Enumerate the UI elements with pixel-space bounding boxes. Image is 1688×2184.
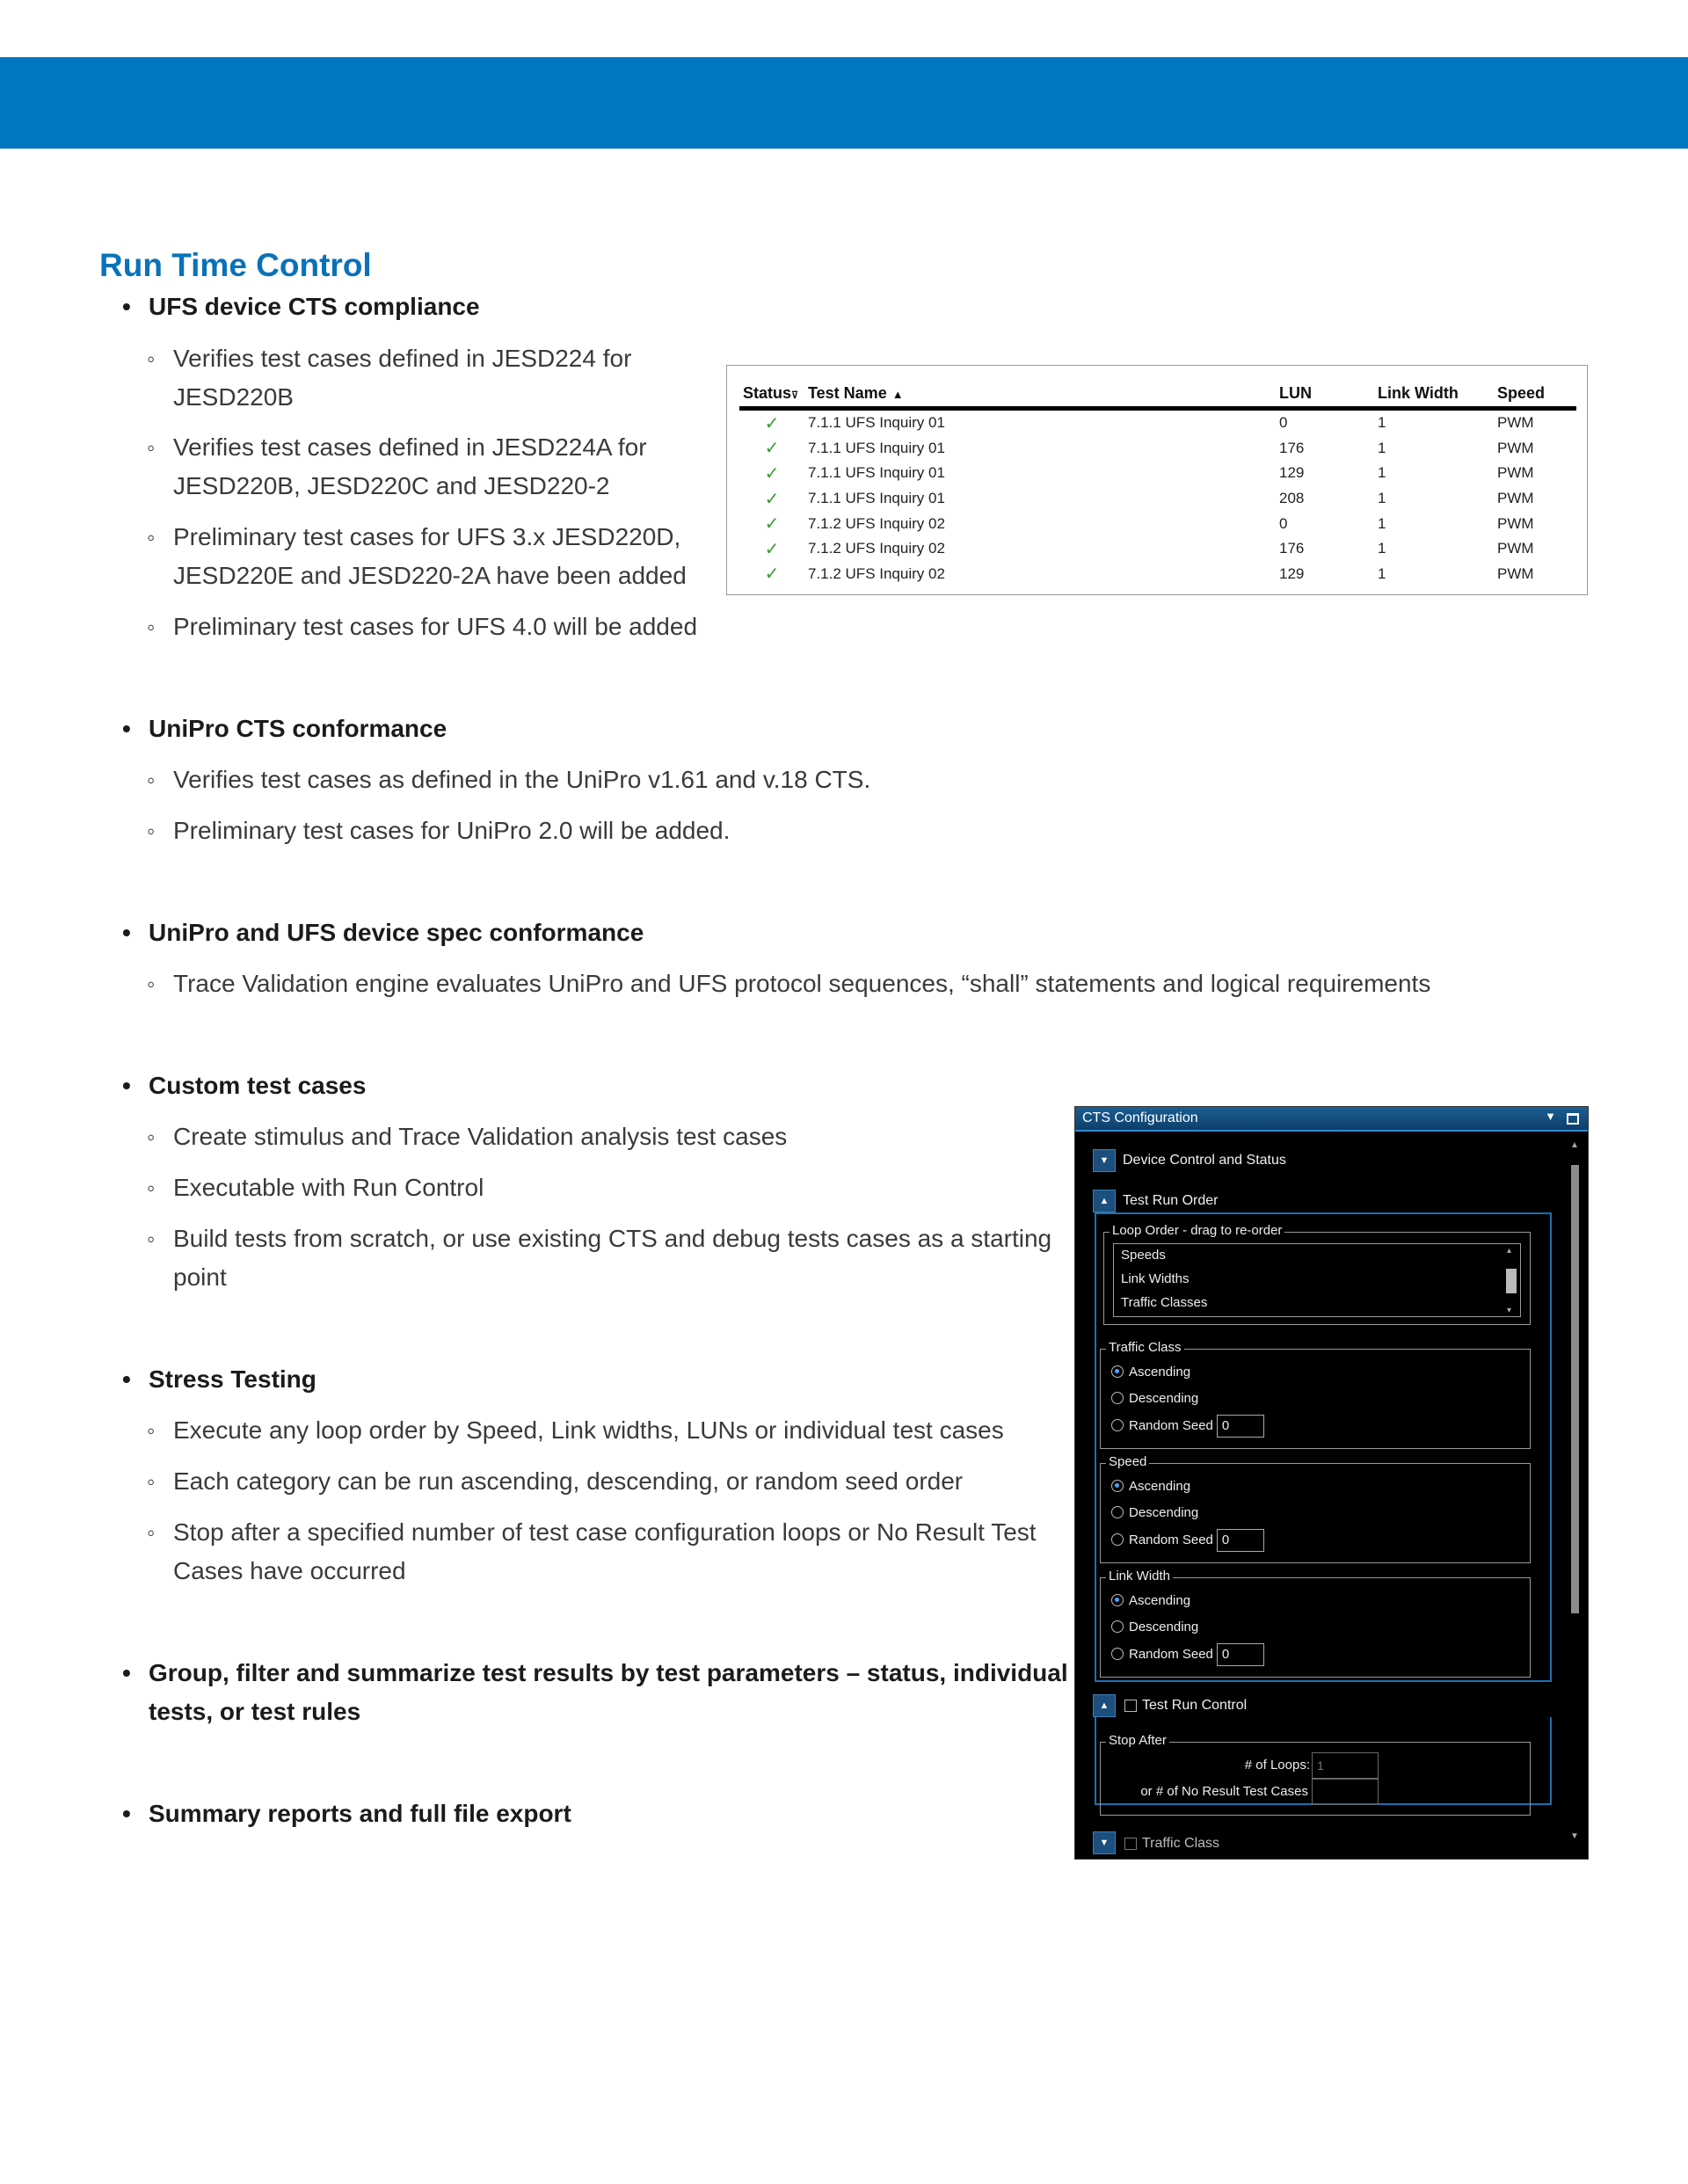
bullet-item: ◦ Create stimulus and Trace Validation analysis test cases <box>173 1117 787 1156</box>
status-check-icon: ✓ <box>764 439 780 459</box>
bullet-item: ◦ Preliminary test cases for UFS 3.x JESD220D, JESD220E and JESD220-2A have been added <box>173 518 687 595</box>
speed-cell: PWM <box>1497 490 1534 507</box>
column-header-speed[interactable]: Speed <box>1494 380 1576 409</box>
panel-title: CTS Configuration <box>1082 1110 1198 1125</box>
speed-cell: PWM <box>1497 439 1534 456</box>
bullet-item: ◦ Each category can be run ascending, descending, or random seed order <box>173 1462 963 1501</box>
lun-cell: 129 <box>1279 464 1305 482</box>
collapse-chevron-up-icon[interactable]: ▲ <box>1093 1190 1116 1212</box>
link-width-cell: 1 <box>1378 439 1386 456</box>
traffic-class-label: Traffic Class <box>1106 1340 1184 1355</box>
scroll-up-icon[interactable]: ▲ <box>1570 1140 1579 1150</box>
lun-cell: 176 <box>1279 439 1305 456</box>
expand-chevron-down-icon[interactable]: ▼ <box>1093 1831 1116 1854</box>
checkbox-icon[interactable] <box>1124 1838 1137 1850</box>
section-heading-group-filter: • Group, filter and summarize test results by test parameters – status, individual tests, or test rules <box>149 1654 1068 1731</box>
radio-icon[interactable] <box>1111 1419 1124 1431</box>
table-header-row <box>739 380 1576 409</box>
test-run-control-checkbox[interactable]: Test Run Control <box>1124 1698 1247 1714</box>
stop-after-label: Stop After <box>1106 1733 1169 1748</box>
bullet-item: ◦ Verifies test cases defined in JESD224A for JESD220B, JESD220C and JESD220-2 <box>173 428 647 506</box>
section-heading-ufs-cts: • UFS device CTS compliance <box>149 288 480 326</box>
link-width-cell: 1 <box>1378 514 1386 532</box>
list-item[interactable]: Speeds <box>1121 1248 1166 1263</box>
traffic-class-ascending-radio[interactable]: Ascending <box>1111 1363 1190 1382</box>
panel-titlebar <box>1075 1107 1588 1132</box>
link-width-label: Link Width <box>1106 1569 1173 1583</box>
loop-order-group <box>1103 1223 1531 1325</box>
scroll-down-icon[interactable]: ▾ <box>1507 1306 1512 1315</box>
radio-selected-icon[interactable] <box>1111 1480 1124 1492</box>
speed-seed-input[interactable]: 0 <box>1217 1529 1264 1552</box>
test-name-cell: 7.1.2 UFS Inquiry 02 <box>808 514 945 532</box>
lun-cell: 0 <box>1279 514 1288 532</box>
no-result-label: or # of No Result Test Cases <box>1140 1784 1308 1799</box>
loops-label: # of Loops: <box>1244 1758 1310 1773</box>
radio-icon[interactable] <box>1111 1533 1124 1546</box>
speed-cell: PWM <box>1497 514 1534 532</box>
list-item[interactable]: Link Widths <box>1121 1271 1190 1286</box>
speed-random-seed-radio[interactable]: Random Seed 0 <box>1111 1529 1264 1548</box>
traffic-class-descending-radio[interactable]: Descending <box>1111 1389 1198 1409</box>
no-result-input[interactable] <box>1312 1779 1379 1805</box>
status-check-icon: ✓ <box>764 564 780 585</box>
checkbox-icon[interactable] <box>1124 1700 1137 1712</box>
test-name-cell: 7.1.1 UFS Inquiry 01 <box>808 464 945 482</box>
bullet-item: ◦ Trace Validation engine evaluates UniPro and UFS protocol sequences, “shall” statements and logical requirements <box>173 965 1430 1003</box>
traffic-class-seed-input[interactable]: 0 <box>1217 1415 1264 1438</box>
radio-icon[interactable] <box>1111 1648 1124 1660</box>
link-width-seed-input[interactable]: 0 <box>1217 1643 1264 1666</box>
bullet-item: ◦ Build tests from scratch, or use existing CTS and debug tests cases as a starting point <box>173 1219 1051 1297</box>
loop-order-label: Loop Order - drag to re-order <box>1110 1223 1284 1238</box>
radio-selected-icon[interactable] <box>1111 1365 1124 1378</box>
scroll-down-icon[interactable]: ▼ <box>1570 1831 1579 1841</box>
section-heading-summary-reports: • Summary reports and full file export <box>149 1795 571 1833</box>
link-width-random-seed-radio[interactable]: Random Seed 0 <box>1111 1643 1264 1663</box>
header-banner <box>0 57 1688 149</box>
link-width-cell: 1 <box>1378 564 1386 582</box>
table-row[interactable] <box>739 486 1576 512</box>
link-width-cell: 1 <box>1378 540 1386 557</box>
speed-cell: PWM <box>1497 414 1534 432</box>
lun-cell: 0 <box>1279 414 1288 432</box>
traffic-class-group <box>1100 1340 1531 1449</box>
lun-cell: 176 <box>1279 540 1305 557</box>
lun-cell: 208 <box>1279 490 1305 507</box>
link-width-cell: 1 <box>1378 464 1386 482</box>
table-row[interactable] <box>739 511 1576 536</box>
expand-chevron-down-icon[interactable]: ▼ <box>1093 1149 1116 1172</box>
column-header-link-width[interactable]: Link Width <box>1374 380 1494 409</box>
section-heading-custom-tests: • Custom test cases <box>149 1067 366 1105</box>
section-heading-spec-conformance: • UniPro and UFS device spec conformance <box>149 914 644 952</box>
section-heading-unipro-cts: • UniPro CTS conformance <box>149 710 447 748</box>
bullet-item: ◦ Verifies test cases as defined in the UniPro v1.61 and v.18 CTS. <box>173 761 870 799</box>
collapse-chevron-up-icon[interactable]: ▲ <box>1093 1694 1116 1717</box>
traffic-class-checkbox[interactable]: Traffic Class <box>1124 1836 1219 1852</box>
table-row[interactable] <box>739 562 1576 587</box>
lun-cell: 129 <box>1279 564 1305 582</box>
table-row[interactable] <box>739 461 1576 486</box>
column-header-lun[interactable]: LUN <box>1276 380 1374 409</box>
test-name-cell: 7.1.1 UFS Inquiry 01 <box>808 490 945 507</box>
speed-cell: PWM <box>1497 564 1534 582</box>
test-results-table <box>726 365 1588 595</box>
page-title: Run Time Control <box>99 247 372 283</box>
status-check-icon: ✓ <box>764 413 780 433</box>
test-run-order-label: Test Run Order <box>1123 1193 1219 1208</box>
sort-ascending-icon: ▲ <box>891 387 904 401</box>
bullet-item: ◦ Executable with Run Control <box>173 1168 484 1207</box>
bullet-item: ◦ Verifies test cases defined in JESD224 for JESD220B <box>173 339 631 417</box>
link-width-group <box>1100 1569 1531 1678</box>
column-header-test-name[interactable]: Test Name ▲ <box>804 380 1276 409</box>
radio-icon[interactable] <box>1111 1392 1124 1404</box>
radio-icon[interactable] <box>1111 1506 1124 1518</box>
link-width-cell: 1 <box>1378 490 1386 507</box>
section-heading-stress-testing: • Stress Testing <box>149 1360 316 1399</box>
link-width-ascending-radio[interactable]: Ascending <box>1111 1591 1190 1611</box>
scroll-thumb[interactable] <box>1506 1269 1517 1293</box>
scroll-thumb[interactable] <box>1571 1165 1579 1613</box>
test-name-cell: 7.1.1 UFS Inquiry 01 <box>808 439 945 456</box>
table-row[interactable] <box>739 436 1576 462</box>
traffic-class-random-seed-radio[interactable]: Random Seed 0 <box>1111 1415 1264 1434</box>
bullet-item: ◦ Preliminary test cases for UniPro 2.0 will be added. <box>173 812 730 850</box>
list-scrollbar[interactable] <box>1506 1246 1517 1317</box>
cts-configuration-panel <box>1074 1106 1589 1860</box>
test-name-cell: 7.1.2 UFS Inquiry 02 <box>808 564 945 582</box>
status-check-icon: ✓ <box>764 514 780 535</box>
maximize-icon[interactable] <box>1567 1113 1579 1125</box>
speed-ascending-radio[interactable]: Ascending <box>1111 1477 1190 1496</box>
panel-scrollbar[interactable] <box>1568 1140 1581 1841</box>
dropdown-arrow-icon[interactable]: ▼ <box>1545 1110 1556 1123</box>
status-check-icon: ✓ <box>764 463 780 484</box>
device-control-label: Device Control and Status <box>1123 1153 1286 1168</box>
speed-descending-radio[interactable]: Descending <box>1111 1503 1198 1523</box>
bullet-item: ◦ Preliminary test cases for UFS 4.0 will be added <box>173 608 697 646</box>
filter-icon[interactable]: ⊽ <box>791 389 799 401</box>
speed-cell: PWM <box>1497 464 1534 482</box>
loop-order-list[interactable] <box>1113 1243 1521 1317</box>
test-name-cell: 7.1.1 UFS Inquiry 01 <box>808 414 945 432</box>
status-check-icon: ✓ <box>764 539 780 559</box>
bullet-item: ◦ Execute any loop order by Speed, Link widths, LUNs or individual test cases <box>173 1411 1004 1450</box>
table-row[interactable] <box>739 536 1576 562</box>
speed-group <box>1100 1454 1531 1563</box>
table-row[interactable] <box>739 409 1576 436</box>
column-header-status[interactable]: Status⊽ <box>739 380 804 409</box>
link-width-descending-radio[interactable]: Descending <box>1111 1618 1198 1637</box>
link-width-cell: 1 <box>1378 414 1386 432</box>
radio-icon[interactable] <box>1111 1620 1124 1633</box>
test-name-cell: 7.1.2 UFS Inquiry 02 <box>808 540 945 557</box>
stop-after-group <box>1100 1733 1531 1816</box>
status-check-icon: ✓ <box>764 489 780 509</box>
loops-input[interactable]: 1 <box>1312 1752 1379 1779</box>
speed-cell: PWM <box>1497 540 1534 557</box>
list-item[interactable]: Traffic Classes <box>1121 1295 1208 1310</box>
scroll-up-icon[interactable]: ▴ <box>1507 1246 1512 1256</box>
speed-label: Speed <box>1106 1454 1149 1469</box>
bullet-item: ◦ Stop after a specified number of test case configuration loops or No Result Test Cases have occurred <box>173 1513 1037 1591</box>
radio-selected-icon[interactable] <box>1111 1594 1124 1606</box>
